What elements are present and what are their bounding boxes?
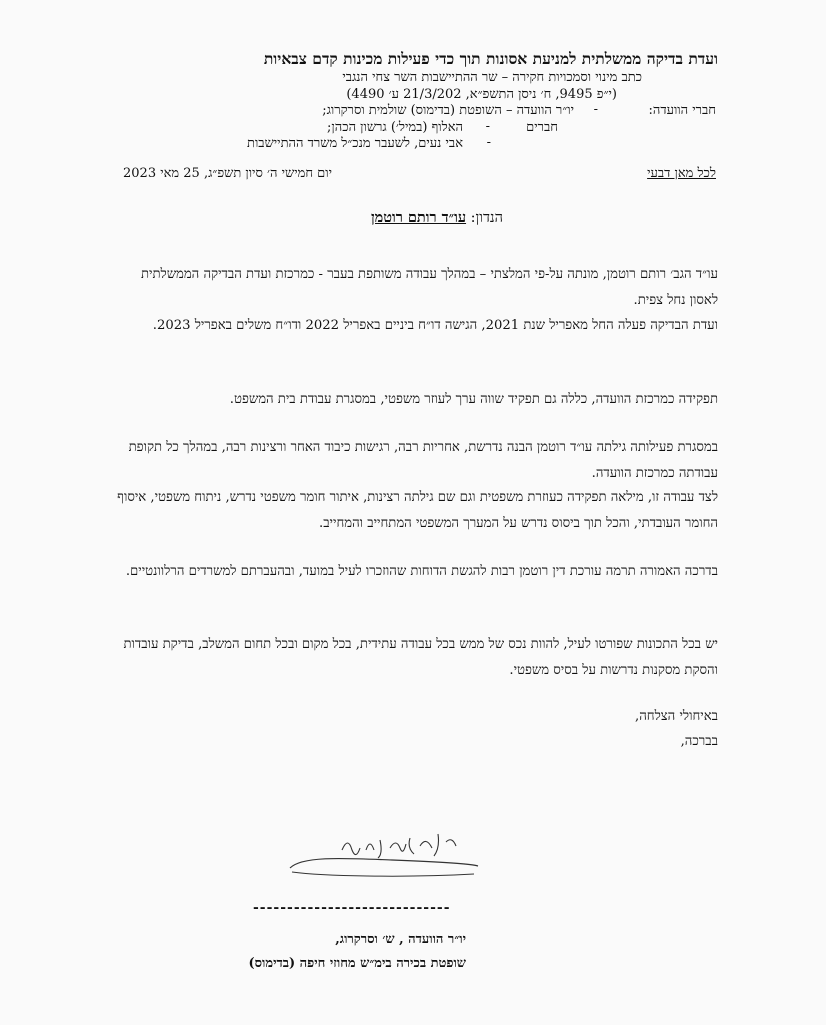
signature-line: ----------------------------- — [253, 900, 451, 916]
body-paragraph: במסגרת פעילותה גילתה עו״ד רוטמן הבנה נדרשת, אחריות רבה, רגישות כיבוד האחר ורצינות רבה, במהלך כל תקופת עבודתה כמרכזת הוועדה. — [128, 440, 718, 481]
signatory-role: שופטת בכירה בימ״ש מחוזי חיפה (בדימוס) — [248, 956, 466, 971]
body-paragraph: תפקידה כמרכזת הוועדה, כללה גם תפקיד שווה ערך לעוזר משפטי, במסגרת עבודת בית המשפט. — [229, 392, 718, 407]
committee-title: ועדת בדיקה ממשלתית למניעת אסונות תוך כדי פעילות מכינות קדם צבאיות — [263, 49, 718, 68]
member-dash: - — [486, 135, 491, 150]
appointment-line: כתב מינוי וסמכויות חקירה – שר ההתיישבות השר צחי הנגבי — [342, 70, 642, 85]
subject-label: הנדון: — [470, 210, 503, 226]
member-label: חברים — [526, 120, 558, 135]
letter-date: יום חמישי ה׳ סיון תשפ״ג, 25 מאי 2023 — [123, 166, 332, 181]
signatory-name: יו״ר הוועדה , ש׳ וסרקרוג, — [335, 932, 466, 947]
member-label: חברי הוועדה: — [648, 103, 716, 118]
member-text: האלוף (במיל׳) גרשון הכהן; — [327, 120, 463, 135]
subject-name: עו״ד רותם רוטמן — [370, 209, 467, 226]
gazette-reference: (י״פ 9495, ח׳ ניסן התשפ״א, 21/3/202 ע׳ 4490) — [346, 87, 617, 102]
member-dash: - — [485, 119, 490, 134]
member-dash: - — [593, 102, 598, 117]
body-paragraph: לצד עבודה זו, מילאה תפקידה כעוזרת משפטית וגם שם גילתה רצינות, איתור חומר משפטי נדרש, ניתוח משפטי, איסוף החומר העובדתי, והכל תוך ביסוס נדרש על המערך המשפטי המתחייב והמחייב. — [117, 490, 718, 531]
handwritten-signature — [282, 820, 482, 890]
member-text: אבי נעים, לשעבר מנכ״ל משרד ההתיישבות — [247, 136, 463, 151]
closing-wishes: באיחולי הצלחה, — [635, 709, 718, 724]
body-paragraph: עו״ד הגב׳ רותם רוטמן, מונתה על-פי המלצתי – במהלך עבודה משותפת בעבר - כמרכזת ועדת הבדיקה הממשלתית לאסון נחל צפית. — [141, 267, 718, 308]
body-paragraph: יש בכל התכונות שפורטו לעיל, להוות נכס של ממש בכל עבודה עתידית, בכל מקום ובכל תחום המשלב, בדיקת עובדות והסקת מסקנות נדרשות על בסיס משפטי. — [123, 637, 718, 678]
subject-line — [371, 209, 503, 227]
member-text: יו״ר הוועדה – השופטת (בדימוס) שולמית וסרקרוג; — [322, 103, 574, 118]
body-paragraph: ועדת הבדיקה פעלה החל מאפריל שנת 2021, הגישה דו״ח ביניים באפריל 2022 ודו״ח משלים באפריל 2023. — [152, 318, 718, 333]
closing-regards: בברכה, — [680, 734, 718, 749]
body-paragraph: בדרכה האמורה תרמה עורכת דין רוטמן רבות להגשת הדוחות שהוזכרו לעיל במועד, ובהעברתם למשרדים הרלוונטיים. — [125, 564, 718, 579]
addressee: לכל מאן דבעי — [647, 166, 716, 181]
